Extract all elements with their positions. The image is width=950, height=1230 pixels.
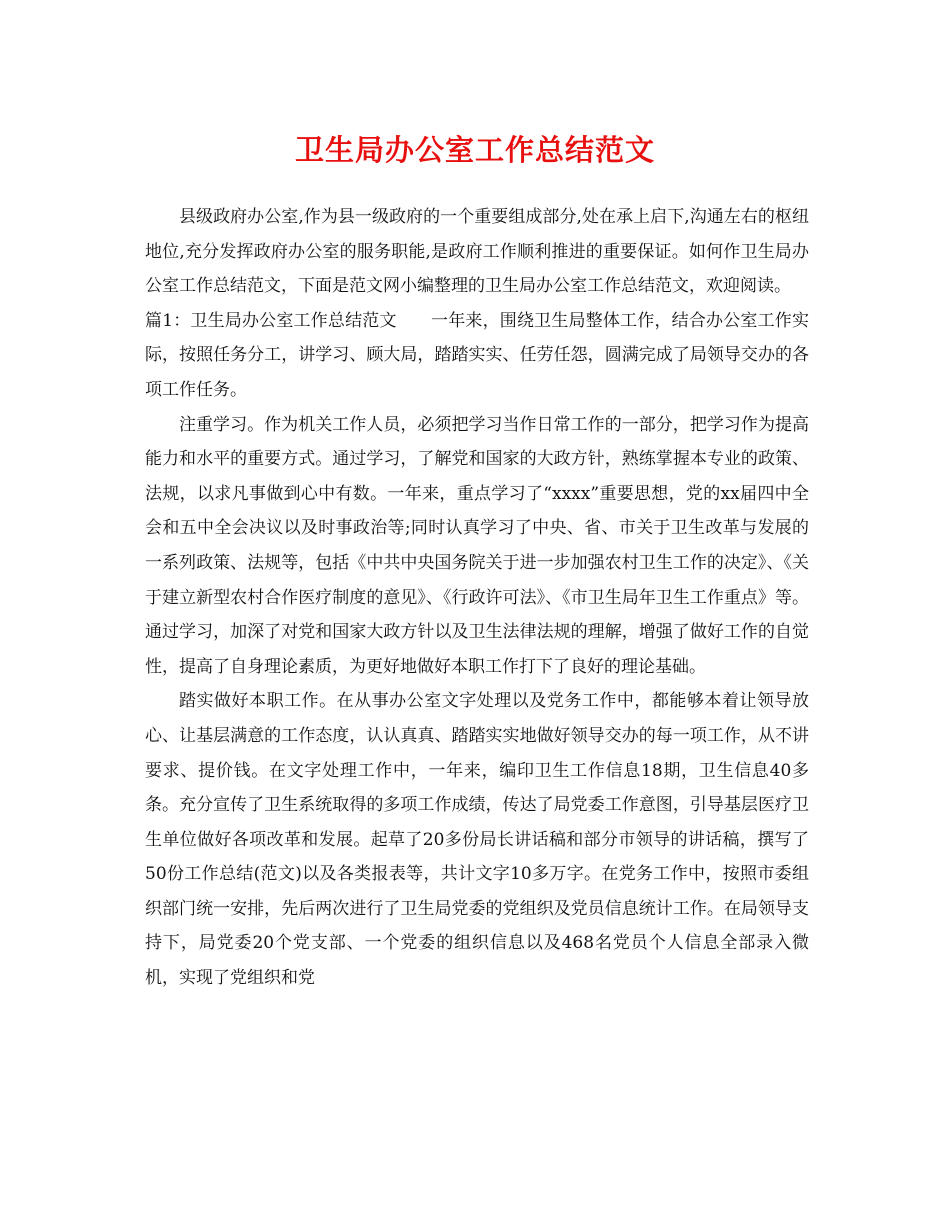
study-paragraph: 注重学习。作为机关工作人员，必须把学习当作日常工作的一部分，把学习作为提高能力和水平的重要方式。通过学习，了解党和国家的大政方针，熟练掌握本专业的政策、法规，以求凡事做到心中有数。一年来，重点学习了“xxxx”重要思想，党的xx届四中全会和五中全会决议以及时事政治等;同时认真学习了中央、省、市关于卫生改革与发展的一系列政策、法规等，包括《中共中央国务院关于进一步加强农村卫生工作的决定》、《关于建立新型农村合作医疗制度的意见》、《行政许可法》、《市卫生局年卫生工作重点》等。通过学习，加深了对党和国家大政方针以及卫生法律法规的理解，增强了做好工作的自觉性，提高了自身理论素质，为更好地做好本职工作打下了良好的理论基础。 [145, 414, 809, 677]
intro-paragraph: 县级政府办公室,作为县一级政府的一个重要组成部分,处在承上启下,沟通左右的枢纽地位,充分发挥政府办公室的服务职能,是政府工作顺利推进的重要保证。如何作卫生局办公室工作总结范文，下面是范文网小编整理的卫生局办公室工作总结范文，欢迎阅读。 [145, 207, 809, 297]
section-1-paragraph: 篇1：卫生局办公室工作总结范文 一年来，围绕卫生局整体工作，结合办公室工作实际，按照任务分工，讲学习、顾大局，踏踏实实、任劳任怨，圆满完成了局领导交办的各项工作任务。 [145, 310, 809, 400]
work-paragraph: 踏实做好本职工作。在从事办公室文字处理以及党务工作中，都能够本着让领导放心、让基层满意的工作态度，认认真真、踏踏实实地做好领导交办的每一项工作，从不讲要求、提价钱。在文字处理工作中，一年来，编印卫生工作信息18期，卫生信息40多条。充分宣传了卫生系统取得的多项工作成绩，传达了局党委工作意图，引导基层医疗卫生单位做好各项改革和发展。起草了20多份局长讲话稿和部分市领导的讲话稿，撰写了50份工作总结(范文)以及各类报表等，共计文字10多万字。在党务工作中，按照市委组织部门统一安排，先后两次进行了卫生局党委的党组织及党员信息统计工作。在局领导支持下，局党委20个党支部、一个党委的组织信息以及468名党员个人信息全部录入微机，实现了党组织和党 [145, 691, 809, 989]
document-title: 卫生局办公室工作总结范文 [294, 133, 655, 167]
document-body [145, 200, 809, 996]
